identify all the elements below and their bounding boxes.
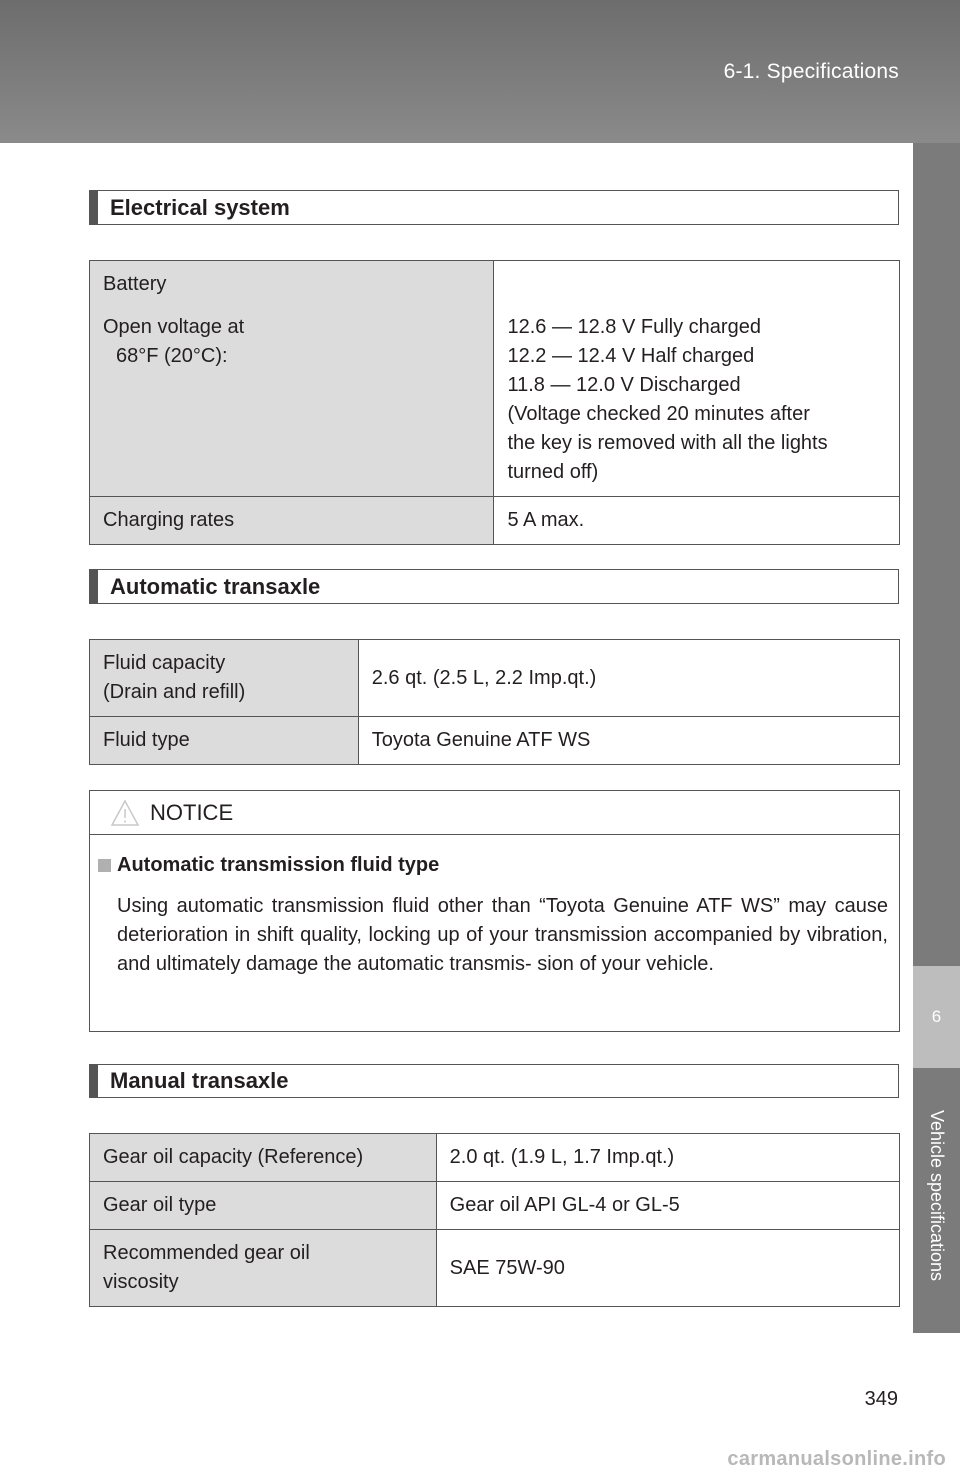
voltage-line: 12.6 — 12.8 V Fully charged [507, 316, 761, 338]
gear-oil-capacity-value: 2.0 qt. (1.9 L, 1.7 Imp.qt.) [436, 1134, 899, 1182]
fluid-type-value: Toyota Genuine ATF WS [358, 717, 899, 765]
gear-oil-capacity-label: Gear oil capacity (Reference) [90, 1134, 437, 1182]
chapter-title [913, 1080, 960, 1310]
viscosity-label-cell [90, 1230, 437, 1307]
table-row [90, 261, 900, 497]
table-row [90, 717, 900, 765]
electrical-system-heading [89, 190, 899, 225]
notice-subheading [98, 854, 439, 877]
watermark: carmanualsonline.info [727, 1448, 946, 1470]
charging-label: Charging rates [90, 497, 494, 545]
gear-oil-type-value: Gear oil API GL-4 or GL-5 [436, 1182, 899, 1230]
automatic-heading-text: Automatic transaxle [110, 573, 321, 599]
page-number: 349 [864, 1388, 898, 1410]
voltage-note: (Voltage checked 20 minutes after [507, 403, 810, 425]
square-bullet-icon [98, 859, 111, 872]
voltage-note: the key is removed with all the lights [507, 432, 828, 454]
open-voltage-label: Open voltage at [103, 316, 245, 338]
automatic-transaxle-heading [89, 569, 899, 604]
automatic-table [89, 639, 900, 765]
fluid-type-label: Fluid type [90, 717, 359, 765]
battery-label: Battery [103, 273, 167, 295]
fluid-capacity-value: 2.6 qt. (2.5 L, 2.2 Imp.qt.) [358, 640, 899, 717]
voltage-value-cell [494, 261, 900, 497]
notice-box [89, 790, 900, 1032]
battery-label-cell [90, 261, 494, 497]
chapter-title-text: Vehicle specifications [927, 1109, 948, 1281]
notice-subheading-text: Automatic transmission fluid type [117, 854, 440, 876]
gear-oil-type-label: Gear oil type [90, 1182, 437, 1230]
electrical-heading-text: Electrical system [110, 194, 290, 220]
voltage-note: turned off) [507, 461, 599, 483]
table-row [90, 1134, 900, 1182]
notice-header [90, 791, 899, 835]
page-header [0, 0, 960, 143]
table-row [90, 497, 900, 545]
fluid-capacity-label-cell [90, 640, 359, 717]
fluid-capacity-sublabel: (Drain and refill) [103, 681, 246, 703]
open-voltage-temp: 68°F (20°C): [116, 345, 228, 367]
electrical-table [89, 260, 900, 545]
viscosity-label: Recommended gear oil [103, 1242, 310, 1264]
fluid-capacity-label: Fluid capacity [103, 652, 226, 674]
warning-triangle-icon [110, 799, 140, 827]
manual-transaxle-heading [89, 1064, 899, 1098]
notice-body: Using automatic transmission fluid other than “Toyota Genuine ATF WS” may cause deterioration in shift quality, locking up of your transmission accompanied by vibration, and ultimately damage the automatic transmis- sion of your vehicle. [117, 895, 888, 975]
voltage-line: 11.8 — 12.0 V Discharged [507, 374, 741, 396]
chapter-number: 6 [913, 966, 960, 1068]
table-row [90, 640, 900, 717]
viscosity-sublabel: viscosity [103, 1271, 179, 1293]
notice-title: NOTICE [150, 800, 234, 825]
viscosity-value: SAE 75W-90 [436, 1230, 899, 1307]
manual-table [89, 1133, 900, 1307]
header-section-title: 6-1. Specifications [723, 60, 899, 83]
table-row [90, 1230, 900, 1307]
charging-value: 5 A max. [494, 497, 900, 545]
table-row [90, 1182, 900, 1230]
voltage-line: 12.2 — 12.4 V Half charged [507, 345, 755, 367]
manual-heading-text: Manual transaxle [110, 1068, 289, 1093]
